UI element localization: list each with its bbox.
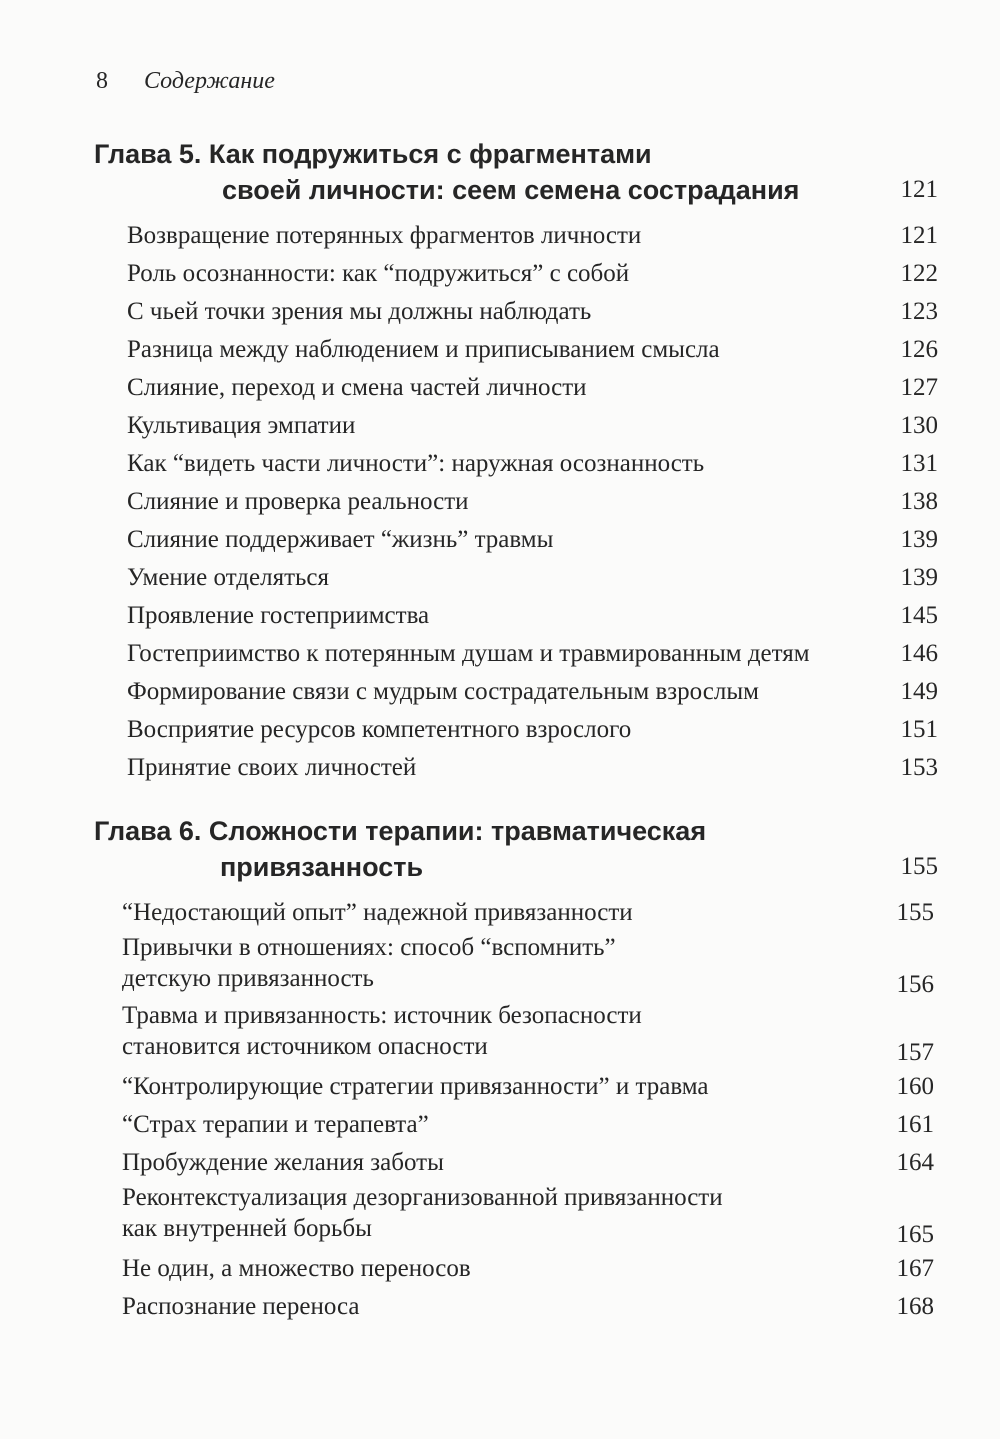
toc-entry [0,1182,1000,1250]
toc-entry-title: Распознание переноса [122,1293,360,1320]
toc-list [0,894,1000,1326]
toc-entry-page: 168 [896,1293,934,1320]
toc-entry [0,1288,1000,1326]
chapter-title [94,136,938,208]
toc-entry-page: 139 [900,526,938,553]
toc-entry-page: 165 [896,1221,934,1248]
toc-entry [0,293,1000,331]
toc-entry-title: Формирование связи с мудрым сострадательным взрослым [127,678,759,705]
chapter-title-line1: Глава 5. Как подружиться с фрагментами [94,139,652,169]
toc-entry-page: 126 [900,336,938,363]
toc-entry [0,445,1000,483]
running-head [96,68,275,95]
toc-entry [0,1106,1000,1144]
toc-entry-title: Слияние поддерживает “жизнь” травмы [127,526,554,553]
toc-entry [0,635,1000,673]
toc-entry-title: Пробуждение желания заботы [122,1149,444,1176]
toc-entry-title-line2: становится источником опасности [122,1033,488,1060]
toc-entry-title-line1: Привычки в отношениях: способ “вспомнить” [122,934,616,961]
toc-entry-page: 122 [900,260,938,287]
chapter-page: 121 [900,176,938,203]
toc-entry [0,1144,1000,1182]
toc-entry-page: 167 [896,1255,934,1282]
toc-entry-title: Умение отделяться [127,564,330,591]
toc-entry [0,483,1000,521]
chapter-title-line2: своей личности: сеем семена сострадания [222,175,800,205]
toc-entry-page: 146 [900,640,938,667]
chapter-title [94,813,938,885]
toc-entry-title: С чьей точки зрения мы должны наблюдать [127,298,592,325]
chapter-5 [0,136,1000,787]
toc-entry-title [122,932,616,994]
toc-entry-title: Разница между наблюдением и приписыванием смысла [127,336,720,363]
toc-entry-title: Гостеприимство к потерянным душам и травмированным детям [127,640,810,667]
toc-entry-title: Культивация эмпатии [127,412,356,439]
toc-list [0,217,1000,787]
toc-entry [0,1000,1000,1068]
toc-entry-title: Как “видеть части личности”: наружная осознанность [127,450,705,477]
toc-entry [0,1250,1000,1288]
toc-entry [0,1068,1000,1106]
toc-entry [0,559,1000,597]
chapter-title-line1: Глава 6. Сложности терапии: травматическая [94,816,707,846]
toc-entry-title: Принятие своих личностей [127,754,417,781]
toc-entry-title-line2: как внутренней борьбы [122,1215,372,1242]
toc-entry-title [122,1000,642,1062]
toc-entry-page: 156 [896,971,934,998]
toc-entry [0,749,1000,787]
toc-entry-page: 161 [896,1111,934,1138]
toc-entry-title-line1: Реконтекстуализация дезорганизованной привязанности [122,1184,723,1211]
toc-entry-title: Проявление гостеприимства [127,602,430,629]
toc-entry-page: 139 [900,564,938,591]
toc-entry [0,711,1000,749]
toc-entry-page: 149 [900,678,938,705]
toc-entry [0,255,1000,293]
toc-entry [0,369,1000,407]
toc-entry-title: “Страх терапии и терапевта” [122,1111,429,1138]
toc-entry-page: 157 [896,1039,934,1066]
toc-entry [0,331,1000,369]
toc-entry-page: 145 [900,602,938,629]
toc-entry [0,597,1000,635]
toc-entry-title-line2: детскую привязанность [122,965,374,992]
toc-entry-title: Слияние, переход и смена частей личности [127,374,587,401]
toc-entry [0,673,1000,711]
toc-entry-page: 164 [896,1149,934,1176]
toc-entry-title-line1: Травма и привязанность: источник безопасности [122,1002,642,1029]
toc-entry-title: “Контролирующие стратегии привязанности” и травма [122,1073,709,1100]
chapter-page: 155 [900,853,938,880]
toc-entry-page: 127 [900,374,938,401]
toc-entry [0,521,1000,559]
toc-entry [0,407,1000,445]
toc-entry-title: Роль осознанности: как “подружиться” с собой [127,260,630,287]
toc-entry-title [122,1182,723,1244]
toc-entry-page: 153 [900,754,938,781]
toc-entry-page: 130 [900,412,938,439]
toc-entry-page: 123 [900,298,938,325]
chapter-title-line2: привязанность [220,852,424,882]
toc-entry-title: Не один, а множество переносов [122,1255,471,1282]
section-title: Содержание [144,68,275,94]
toc-entry-page: 121 [900,222,938,249]
toc-entry-title: “Недостающий опыт” надежной привязанности [122,899,633,926]
toc-entry [0,894,1000,932]
toc-entry-page: 155 [896,899,934,926]
toc-entry-page: 151 [900,716,938,743]
toc-entry-page: 138 [900,488,938,515]
toc-entry [0,217,1000,255]
toc-entry [0,932,1000,1000]
chapter-6 [0,813,1000,1326]
toc-entry-page: 160 [896,1073,934,1100]
page-number: 8 [96,68,108,94]
toc-entry-page: 131 [900,450,938,477]
toc-entry-title: Восприятие ресурсов компетентного взрослого [127,716,632,743]
toc-entry-title: Возвращение потерянных фрагментов личности [127,222,642,249]
toc-entry-title: Слияние и проверка реальности [127,488,469,515]
